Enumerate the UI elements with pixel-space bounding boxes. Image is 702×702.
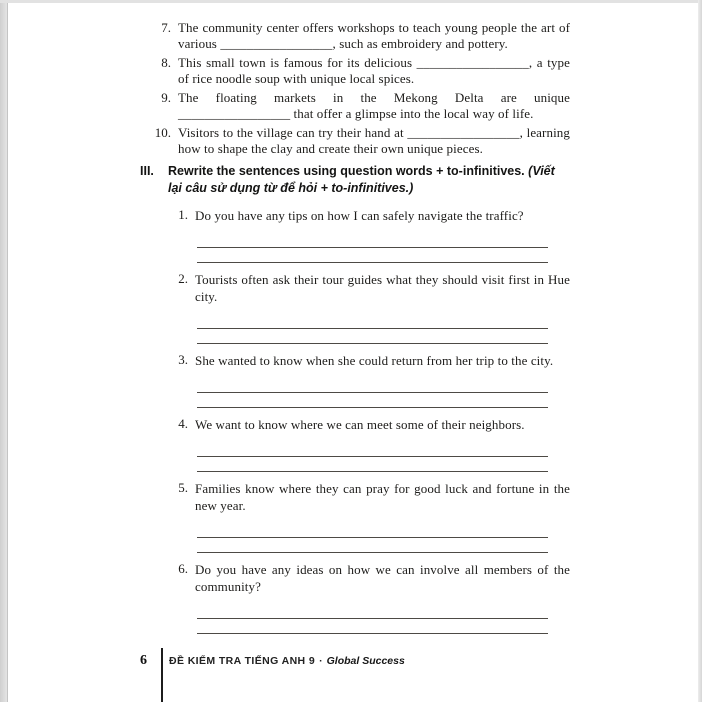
- answer-line: [197, 619, 548, 634]
- exercise-item-7: [140, 20, 570, 52]
- scan-edge-right: [698, 0, 702, 702]
- answer-lines: [197, 378, 548, 408]
- rewrite-list: [160, 207, 570, 634]
- item-number: 9.: [161, 90, 171, 105]
- answer-lines: [197, 233, 548, 263]
- answer-line: [197, 523, 548, 538]
- fill-blank-list: [140, 20, 570, 157]
- scan-edge-left: [0, 0, 8, 702]
- answer-lines: [197, 523, 548, 553]
- answer-lines: [197, 442, 548, 472]
- item-text: She wanted to know when she could return from her trip to the city.: [195, 353, 554, 368]
- item-number: 10.: [154, 125, 171, 140]
- answer-line: [197, 314, 548, 329]
- item-number: 3.: [178, 352, 188, 367]
- item-number: 8.: [161, 55, 171, 70]
- item-text: Do you have any tips on how I can safely navigate the traffic?: [195, 208, 524, 223]
- answer-lines: [197, 314, 548, 344]
- item-text: We want to know where we can meet some of their neighbors.: [195, 417, 525, 432]
- rewrite-item-5: [160, 480, 570, 553]
- section-title-text: Rewrite the sentences using question words + to-infinitives.: [168, 164, 525, 178]
- rewrite-item-6: [160, 561, 570, 634]
- rewrite-item-2: [160, 271, 570, 344]
- section-subtitle-vietnamese: (Viết lại câu sử dụng từ để hỏi + to-infinitives.): [168, 164, 555, 195]
- item-number: 6.: [178, 561, 188, 576]
- answer-line: [197, 538, 548, 553]
- exercise-item-9: [140, 90, 570, 122]
- item-number: 1.: [178, 207, 188, 222]
- answer-line: [197, 393, 548, 408]
- item-text: The community center offers workshops to teach young people the art of various _________________, such as embroidery and pottery.: [178, 20, 570, 51]
- answer-lines: [197, 604, 548, 634]
- item-number: 7.: [161, 20, 171, 35]
- answer-line: [197, 457, 548, 472]
- series-title: Global Success: [326, 655, 405, 667]
- rewrite-item-1: [160, 207, 570, 263]
- page-content: [140, 20, 570, 642]
- section-number: III.: [140, 164, 154, 178]
- scan-edge-top: [0, 0, 702, 3]
- section-heading: [140, 163, 570, 197]
- item-text: This small town is famous for its delicious _________________, a type of rice noodle soup with unique local spices.: [178, 55, 570, 86]
- footer-separator: ·: [319, 655, 323, 667]
- answer-line: [197, 329, 548, 344]
- item-text: The floating markets in the Mekong Delta are unique _________________ that offer a glimpse into the local way of life.: [178, 90, 570, 121]
- page-footer: [140, 653, 405, 669]
- answer-line: [197, 378, 548, 393]
- page-number: 6: [140, 653, 147, 668]
- item-number: 2.: [178, 271, 188, 286]
- item-text: Do you have any ideas on how we can involve all members of the community?: [195, 562, 570, 594]
- exercise-item-10: [140, 125, 570, 157]
- item-text: Tourists often ask their tour guides what they should visit first in Hue city.: [195, 272, 570, 304]
- item-text: Families know where they can pray for good luck and fortune in the new year.: [195, 481, 570, 513]
- item-number: 4.: [178, 416, 188, 431]
- item-number: 5.: [178, 480, 188, 495]
- exercise-item-8: [140, 55, 570, 87]
- answer-line: [197, 442, 548, 457]
- answer-line: [197, 604, 548, 619]
- rewrite-item-4: [160, 416, 570, 472]
- rewrite-item-3: [160, 352, 570, 408]
- item-text: Visitors to the village can try their hand at _________________, learning how to shape the clay and create their own unique pieces.: [178, 125, 570, 156]
- section-title: [168, 163, 570, 197]
- book-title: ĐỀ KIỂM TRA TIẾNG ANH 9: [169, 655, 316, 667]
- answer-line: [197, 233, 548, 248]
- answer-line: [197, 248, 548, 263]
